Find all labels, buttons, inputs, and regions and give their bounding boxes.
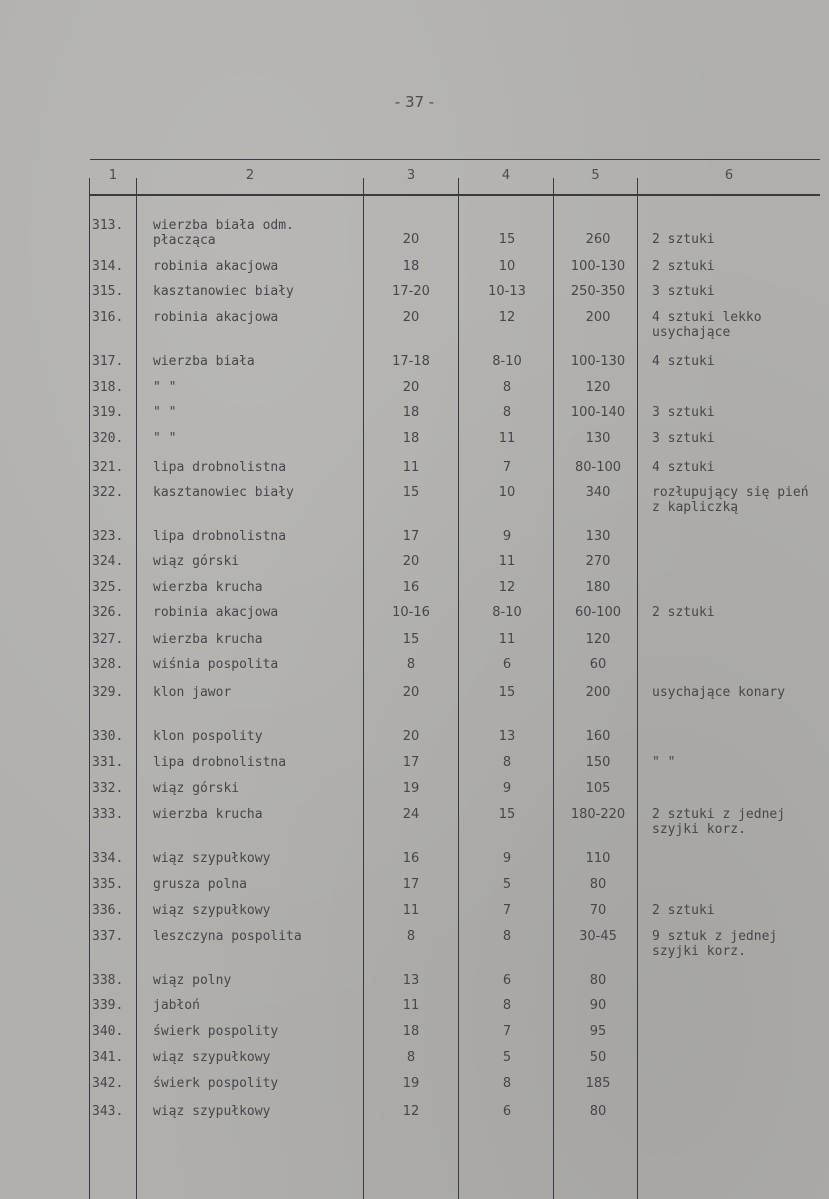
column-4-value: 8: [502, 755, 512, 770]
tree-species: wierzba krucha: [153, 807, 263, 822]
column-header: 6: [724, 168, 734, 183]
remarks: 9 sztuk z jednej szyjki korz.: [652, 929, 778, 959]
tree-species: klon pospolity: [153, 729, 263, 744]
remarks: 3 sztuki: [652, 405, 715, 420]
row-number: 328.: [92, 657, 124, 672]
column-header: 3: [406, 168, 416, 183]
column-4-value: 7: [502, 1024, 512, 1039]
column-4-value: 10-13: [488, 284, 526, 299]
column-4-value: 6: [502, 1104, 512, 1119]
column-3-value: 12: [402, 1104, 420, 1119]
column-5-value: 100-140: [570, 405, 626, 420]
column-5-value: 50: [589, 1050, 607, 1065]
row-number: 315.: [92, 284, 124, 299]
remarks: rozłupujący się pień z kapliczką: [652, 485, 809, 515]
remarks: 4 sztuki: [652, 460, 715, 475]
tree-species: lipa drobnolistna: [153, 529, 287, 544]
page-number: - 37 -: [394, 93, 435, 111]
row-number: 337.: [92, 929, 124, 944]
tree-species: robinia akacjowa: [153, 310, 279, 325]
tree-species: robinia akacjowa: [153, 605, 279, 620]
column-3-value: 11: [402, 460, 420, 475]
column-header: 2: [245, 168, 255, 183]
row-number: 324.: [92, 554, 124, 569]
column-3-value: 20: [402, 310, 420, 325]
row-number: 318.: [92, 380, 124, 395]
column-4-value: 10: [498, 485, 516, 500]
column-4-value: 8-10: [492, 605, 522, 620]
column-4-value: 9: [502, 781, 512, 796]
remarks: " ": [652, 755, 676, 770]
column-3-value: 17-18: [392, 354, 430, 369]
column-3-value: 18: [402, 405, 420, 420]
row-number: 332.: [92, 781, 124, 796]
tree-species: wiąz górski: [153, 554, 240, 569]
remarks: 2 sztuki: [652, 232, 715, 247]
column-3-value: 19: [402, 781, 420, 796]
column-3-value: 17: [402, 529, 420, 544]
row-number: 338.: [92, 973, 124, 988]
column-5-value: 120: [585, 632, 611, 647]
column-4-value: 7: [502, 460, 512, 475]
tree-species: grusza polna: [153, 877, 247, 892]
tree-species: świerk pospolity: [153, 1076, 279, 1091]
tree-species: wiśnia pospolita: [153, 657, 279, 672]
tree-species: klon jawor: [153, 685, 232, 700]
column-5-value: 185: [585, 1076, 611, 1091]
tree-species: kasztanowiec biały: [153, 485, 294, 500]
remarks: 2 sztuki: [652, 605, 715, 620]
row-number: 335.: [92, 877, 124, 892]
column-5-value: 80-100: [574, 460, 622, 475]
column-header: 4: [501, 168, 511, 183]
column-4-value: 5: [502, 877, 512, 892]
remarks: 2 sztuki: [652, 259, 715, 274]
column-5-value: 340: [585, 485, 611, 500]
column-5-value: 120: [585, 380, 611, 395]
column-4-value: 8: [502, 1076, 512, 1091]
column-5-value: 80: [589, 1104, 607, 1119]
column-4-value: 15: [498, 685, 516, 700]
tree-species: leszczyna pospolita: [153, 929, 302, 944]
row-number: 342.: [92, 1076, 124, 1091]
tree-species: wierzba biała: [153, 354, 255, 369]
row-number: 330.: [92, 729, 124, 744]
column-5-value: 100-130: [570, 259, 626, 274]
column-3-value: 20: [402, 232, 420, 247]
column-5-value: 150: [585, 755, 611, 770]
column-5-value: 30-45: [579, 929, 617, 944]
column-3-value: 13: [402, 973, 420, 988]
remarks: usychające konary: [652, 685, 786, 700]
row-number: 326.: [92, 605, 124, 620]
column-3-value: 11: [402, 903, 420, 918]
column-3-value: 8: [406, 657, 416, 672]
column-3-value: 20: [402, 685, 420, 700]
column-5-value: 200: [585, 310, 611, 325]
row-number: 316.: [92, 310, 124, 325]
remarks: 3 sztuki: [652, 431, 715, 446]
remarks: 2 sztuki z jednej szyjki korz.: [652, 807, 786, 837]
row-number: 340.: [92, 1024, 124, 1039]
remarks: 4 sztuki: [652, 354, 715, 369]
row-number: 323.: [92, 529, 124, 544]
column-rule: [458, 178, 459, 1199]
tree-species: wierzba krucha: [153, 580, 263, 595]
tree-species: lipa drobnolistna: [153, 755, 287, 770]
column-3-value: 19: [402, 1076, 420, 1091]
header-bottom-rule: [90, 194, 820, 196]
column-4-value: 8: [502, 929, 512, 944]
column-4-value: 8: [502, 405, 512, 420]
row-number: 322.: [92, 485, 124, 500]
column-5-value: 100-130: [570, 354, 626, 369]
column-4-value: 9: [502, 851, 512, 866]
row-number: 327.: [92, 632, 124, 647]
tree-species: wiąz szypułkowy: [153, 1104, 271, 1119]
row-number: 319.: [92, 405, 124, 420]
column-4-value: 8-10: [492, 354, 522, 369]
column-3-value: 15: [402, 485, 420, 500]
tree-species: kasztanowiec biały: [153, 284, 294, 299]
column-4-value: 11: [498, 431, 516, 446]
column-4-value: 6: [502, 973, 512, 988]
column-rule: [136, 178, 137, 1199]
tree-species: " ": [153, 431, 177, 446]
column-3-value: 10-16: [392, 605, 430, 620]
row-number: 341.: [92, 1050, 124, 1065]
column-4-value: 5: [502, 1050, 512, 1065]
row-number: 334.: [92, 851, 124, 866]
column-5-value: 60: [589, 657, 607, 672]
row-number: 343.: [92, 1104, 124, 1119]
column-5-value: 250-350: [570, 284, 626, 299]
tree-species: " ": [153, 380, 177, 395]
column-4-value: 6: [502, 657, 512, 672]
row-number: 333.: [92, 807, 124, 822]
tree-species: wierzba krucha: [153, 632, 263, 647]
column-5-value: 270: [585, 554, 611, 569]
row-number: 314.: [92, 259, 124, 274]
column-3-value: 24: [402, 807, 420, 822]
column-3-value: 16: [402, 580, 420, 595]
tree-species: wiąz szypułkowy: [153, 903, 271, 918]
column-5-value: 90: [589, 998, 607, 1013]
column-4-value: 9: [502, 529, 512, 544]
tree-species: wiąz szypułkowy: [153, 851, 271, 866]
column-5-value: 160: [585, 729, 611, 744]
column-5-value: 80: [589, 877, 607, 892]
column-3-value: 20: [402, 554, 420, 569]
column-5-value: 105: [585, 781, 611, 796]
column-4-value: 12: [498, 310, 516, 325]
row-number: 325.: [92, 580, 124, 595]
tree-species: robinia akacjowa: [153, 259, 279, 274]
column-4-value: 11: [498, 632, 516, 647]
row-number: 339.: [92, 998, 124, 1013]
row-number: 331.: [92, 755, 124, 770]
column-rule: [89, 178, 90, 1199]
column-3-value: 17: [402, 877, 420, 892]
row-number: 321.: [92, 460, 124, 475]
column-header: 1: [108, 168, 118, 183]
column-rule: [553, 178, 554, 1199]
column-4-value: 7: [502, 903, 512, 918]
column-3-value: 18: [402, 259, 420, 274]
remarks: 3 sztuki: [652, 284, 715, 299]
column-4-value: 15: [498, 232, 516, 247]
column-5-value: 200: [585, 685, 611, 700]
column-5-value: 130: [585, 529, 611, 544]
column-3-value: 18: [402, 1024, 420, 1039]
column-5-value: 60-100: [574, 605, 622, 620]
tree-species: wiąz szypułkowy: [153, 1050, 271, 1065]
row-number: 320.: [92, 431, 124, 446]
row-number: 336.: [92, 903, 124, 918]
column-3-value: 20: [402, 380, 420, 395]
column-4-value: 11: [498, 554, 516, 569]
column-3-value: 18: [402, 431, 420, 446]
tree-species: " ": [153, 405, 177, 420]
tree-species: świerk pospolity: [153, 1024, 279, 1039]
row-number: 329.: [92, 685, 124, 700]
row-number: 317.: [92, 354, 124, 369]
column-4-value: 10: [498, 259, 516, 274]
column-5-value: 80: [589, 973, 607, 988]
column-5-value: 260: [585, 232, 611, 247]
column-4-value: 8: [502, 380, 512, 395]
column-5-value: 130: [585, 431, 611, 446]
column-3-value: 8: [406, 929, 416, 944]
column-5-value: 180: [585, 580, 611, 595]
column-5-value: 70: [589, 903, 607, 918]
column-rule: [363, 178, 364, 1199]
column-3-value: 11: [402, 998, 420, 1013]
tree-species: wiąz górski: [153, 781, 240, 796]
column-5-value: 180-220: [570, 807, 626, 822]
tree-species: wierzba biała odm. płacząca: [153, 218, 294, 248]
column-4-value: 12: [498, 580, 516, 595]
tree-species: jabłoń: [153, 998, 200, 1013]
remarks: 4 sztuki lekko usychające: [652, 310, 762, 340]
remarks: 2 sztuki: [652, 903, 715, 918]
column-3-value: 20: [402, 729, 420, 744]
column-3-value: 15: [402, 632, 420, 647]
table-top-rule: [90, 159, 820, 160]
column-4-value: 13: [498, 729, 516, 744]
column-3-value: 17-20: [392, 284, 430, 299]
column-4-value: 15: [498, 807, 516, 822]
column-4-value: 8: [502, 998, 512, 1013]
column-3-value: 16: [402, 851, 420, 866]
column-5-value: 95: [589, 1024, 607, 1039]
tree-species: lipa drobnolistna: [153, 460, 287, 475]
row-number: 313.: [92, 218, 124, 233]
column-5-value: 110: [585, 851, 611, 866]
column-3-value: 17: [402, 755, 420, 770]
column-3-value: 8: [406, 1050, 416, 1065]
tree-species: wiąz polny: [153, 973, 232, 988]
column-header: 5: [591, 168, 600, 183]
